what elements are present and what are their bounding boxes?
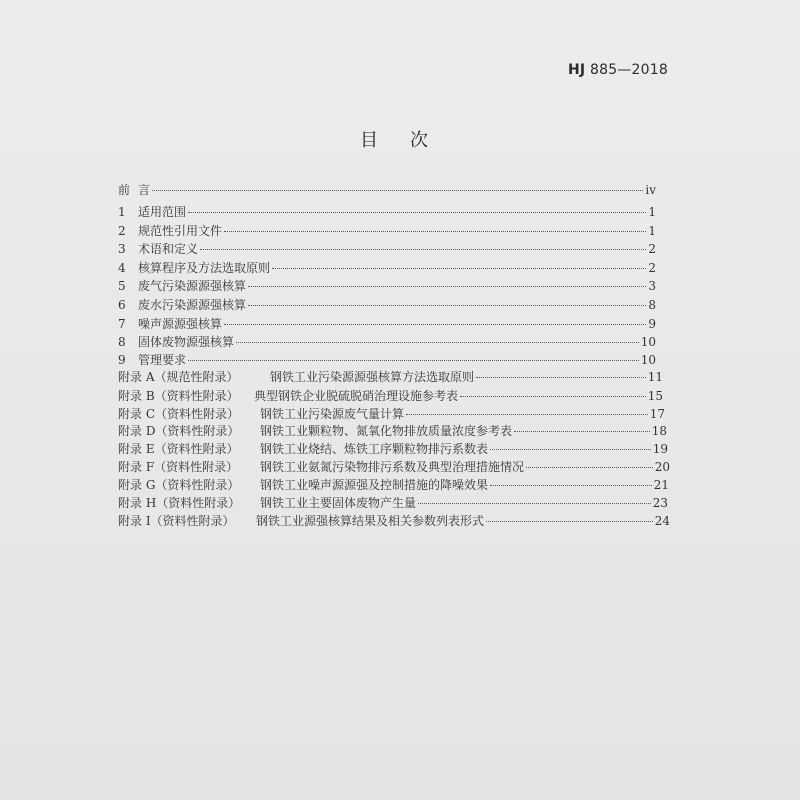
toc-entry-leader (406, 414, 648, 415)
toc-entry-page: 10 (640, 335, 656, 349)
toc-entry-label: 规范性引用文件 (138, 224, 223, 238)
toc-entry-leader (152, 190, 643, 191)
toc-entry-1[interactable] (118, 203, 656, 220)
toc-entry-page: 10 (640, 353, 656, 367)
toc-entry-number: 2 (118, 224, 126, 238)
toc-title: 目次 (360, 130, 460, 151)
toc-entry-leader (476, 377, 646, 378)
toc-entry-page: 18 (651, 424, 667, 438)
toc-entry-appendix-f[interactable] (118, 458, 670, 475)
toc-entry-page: 19 (652, 442, 668, 456)
toc-entry-number: 4 (118, 261, 126, 275)
toc-entry-appendix-e[interactable] (118, 440, 668, 457)
toc-entry-appendix-i[interactable] (118, 512, 670, 529)
toc-entry-number: 1 (118, 205, 126, 219)
toc-entry-6[interactable] (118, 296, 656, 313)
toc-entry-page: 11 (647, 370, 663, 384)
toc-entry-number: 附录 G（资料性附录） (118, 478, 240, 492)
toc-entry-number: 8 (118, 335, 126, 349)
toc-entry-label: 钢铁工业噪声源源强及控制措施的降噪效果 (260, 478, 489, 492)
toc-entry-number: 附录 D（资料性附录） (118, 424, 240, 438)
toc-entry-label: 核算程序及方法选取原则 (138, 261, 271, 275)
toc-entry-label: 废气污染源源强核算 (138, 279, 247, 293)
toc-entry-page: 2 (648, 261, 656, 275)
toc-entry-4[interactable] (118, 259, 656, 276)
toc-entry-number: 9 (118, 353, 126, 367)
toc-entry-page: 3 (648, 279, 656, 293)
toc-entry-leader (224, 231, 646, 232)
toc-entry-number: 附录 F（资料性附录） (118, 460, 239, 474)
toc-entry-leader (514, 431, 650, 432)
toc-entry-3[interactable] (118, 240, 656, 257)
toc-entry-label: 术语和定义 (138, 242, 199, 256)
toc-entry-label: 废水污染源源强核算 (138, 298, 247, 312)
toc-entry-page: 1 (648, 205, 656, 219)
toc-entry-leader (526, 467, 653, 468)
toc-entry-5[interactable] (118, 277, 656, 294)
toc-entry-label: 钢铁工业主要固体废物产生量 (260, 496, 417, 510)
toc-entry-appendix-g[interactable] (118, 476, 669, 493)
toc-entry-leader (272, 268, 646, 269)
toc-entry-appendix-c[interactable] (118, 405, 665, 422)
toc-entry-8[interactable] (118, 333, 656, 350)
toc-entry-leader (248, 305, 646, 306)
toc-entry-leader (236, 342, 639, 343)
toc-entry-leader (224, 324, 646, 325)
toc-entry-appendix-b[interactable] (118, 387, 663, 404)
toc-entry-page: 2 (648, 242, 656, 256)
toc-entry-number: 附录 I（资料性附录） (118, 514, 235, 528)
toc-entry-number: 6 (118, 298, 126, 312)
toc-entry-label: 噪声源源强核算 (138, 317, 223, 331)
toc-entry-number: 3 (118, 242, 126, 256)
toc-entry-label: 典型钢铁企业脱硫脱硝治理设施参考表 (254, 389, 459, 403)
toc-entry-leader (486, 521, 653, 522)
toc-entry-page: 20 (654, 460, 670, 474)
toc-entry-appendix-h[interactable] (118, 494, 668, 511)
toc-entry-label: 钢铁工业氨氮污染物排污系数及典型治理措施情况 (260, 460, 525, 474)
toc-entry-page: 9 (648, 317, 656, 331)
toc-entry-label: 钢铁工业烧结、炼铁工序颗粒物排污系数表 (260, 442, 489, 456)
toc-entry-label: 固体废物源强核算 (138, 335, 235, 349)
toc-entry-number: 附录 C（资料性附录） (118, 407, 239, 421)
toc-entry-number: 5 (118, 279, 126, 293)
toc-entry-leader (490, 485, 652, 486)
toc-entry-leader (418, 503, 651, 504)
standard-code-number: 885—2018 (589, 62, 668, 78)
toc-entry-page: 23 (652, 496, 668, 510)
toc-entry-page: 24 (654, 514, 670, 528)
toc-entry-page: 21 (653, 478, 669, 492)
toc-entry-label: 钢铁工业源强核算结果及相关参数列表形式 (256, 514, 485, 528)
toc-entry-page: 15 (647, 389, 663, 403)
toc-entry-2[interactable] (118, 222, 656, 239)
toc-entry-label: 钢铁工业污染源源强核算方法选取原则 (270, 370, 475, 384)
toc-entry-page: 8 (648, 298, 656, 312)
toc-entry-leader (200, 249, 646, 250)
toc-entry-appendix-a[interactable] (118, 368, 663, 385)
toc-entry-label: 管理要求 (138, 353, 187, 367)
standard-code-prefix: HJ (568, 62, 586, 78)
toc-entry-page: 17 (649, 407, 665, 421)
toc-entry-leader (490, 449, 651, 450)
toc-entry-number: 附录 A（规范性附录） (118, 370, 239, 384)
toc-entry-page: iv (645, 183, 656, 197)
toc-entry-number: 附录 B（资料性附录） (118, 389, 239, 403)
toc-entry-label: 适用范围 (138, 205, 187, 219)
toc-entry-number: 7 (118, 317, 126, 331)
toc-entry-page: 1 (648, 224, 656, 238)
toc-entry-leader (188, 360, 639, 361)
toc-entry-leader (188, 212, 646, 213)
toc-entry-leader (248, 286, 646, 287)
toc-entry-number: 前 (118, 183, 131, 197)
toc-entry-number: 附录 E（资料性附录） (118, 442, 239, 456)
toc-entry-label: 言 (138, 183, 151, 197)
toc-entry-label: 钢铁工业颗粒物、氮氧化物排放质量浓度参考表 (260, 424, 513, 438)
toc-entry-number: 附录 H（资料性附录） (118, 496, 241, 510)
toc-entry-appendix-d[interactable] (118, 422, 667, 439)
toc-entry-7[interactable] (118, 315, 656, 332)
toc-entry-leader (460, 396, 646, 397)
toc-entry-label: 钢铁工业污染源废气量计算 (260, 407, 405, 421)
toc-entry-9[interactable] (118, 351, 656, 368)
toc-entry-foreword[interactable] (118, 181, 656, 198)
